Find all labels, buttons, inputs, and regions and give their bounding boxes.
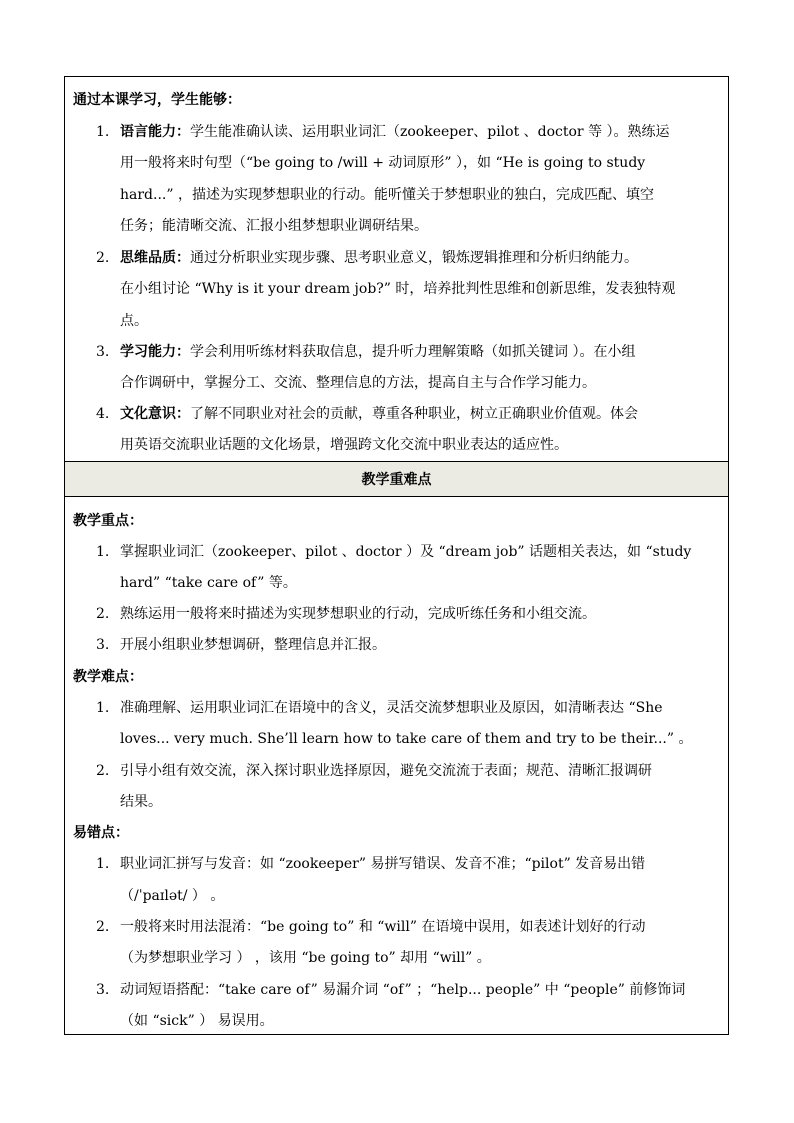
error-line: （/ˈpaɪlət/ ） 。 xyxy=(120,888,225,904)
key-point-line: hard” “take care of” 等。 xyxy=(120,575,297,591)
goal-label: 语言能力： xyxy=(120,124,190,140)
goal-number: 4. xyxy=(96,406,110,422)
goal-line: 任务；能清晰交流、汇报小组梦想职业调研结果。 xyxy=(120,218,428,234)
key-point-line: 熟练运用一般将来时描述为实现梦想职业的行动，完成听练任务和小组交流。 xyxy=(120,606,596,622)
goal-label: 文化意识： xyxy=(120,406,190,422)
goal-number: 1. xyxy=(96,124,110,140)
goal-line: 在小组讨论 “Why is it your dream job?” 时，培养批判性思维和创新思维，发表独特观 xyxy=(120,281,676,297)
key-point-number: 3. xyxy=(96,637,110,653)
goal-item-2 xyxy=(120,248,638,268)
difficulty-line: 准确理解、运用职业词汇在语境中的含义，灵活交流梦想职业及原因，如清晰表达 “She xyxy=(120,700,663,716)
key-point-line: 开展小组职业梦想调研，整理信息并汇报。 xyxy=(120,637,386,653)
key-point-line: 掌握职业词汇（zookeeper、pilot 、doctor ）及 “dream job” 话题相关表达，如 “study xyxy=(120,544,692,560)
errors-heading: 易错点： xyxy=(73,825,129,841)
error-line: 职业词汇拼写与发音：如 “zookeeper” 易拼写错误、发音不准；“pilot” 发音易出错 xyxy=(120,856,646,872)
goal-line: 合作调研中，掌握分工、交流、整理信息的方法，提高自主与合作学习能力。 xyxy=(120,375,596,391)
difficulty-line: 引导小组有效交流，深入探讨职业选择原因，避免交流流于表面；规范、清晰汇报调研 xyxy=(120,763,652,779)
section-title: 教学重难点 xyxy=(361,472,432,488)
difficulty-line: 结果。 xyxy=(120,794,162,810)
difficulty-number: 1. xyxy=(96,700,110,716)
goal-item-1 xyxy=(120,122,670,142)
section-header xyxy=(65,461,728,497)
goal-label: 思维品质： xyxy=(120,250,190,266)
goal-line: 用英语交流职业话题的文化场景，增强跨文化交流中职业表达的适应性。 xyxy=(120,437,568,453)
goals-intro: 通过本课学习，学生能够： xyxy=(73,92,241,108)
key-points-cell xyxy=(65,497,728,1034)
error-line: 一般将来时用法混淆：“be going to” 和 “will” 在语境中误用，如表述计划好的行动 xyxy=(120,919,646,935)
goal-line: hard...” ，描述为实现梦想职业的行动。能听懂关于梦想职业的独白，完成匹配、填空 xyxy=(120,187,654,203)
goal-line: 通过分析职业实现步骤、思考职业意义，锻炼逻辑推理和分析归纳能力。 xyxy=(190,250,638,266)
key-point-number: 1. xyxy=(96,544,110,560)
error-number: 2. xyxy=(96,919,110,935)
key-point-number: 2. xyxy=(96,606,110,622)
difficulty-line: loves... very much. She’ll learn how to take care of them and try to be their...” 。 xyxy=(120,731,693,747)
error-number: 1. xyxy=(96,856,110,872)
goal-line: 用一般将来时句型（“be going to /will + 动词原形” ），如 “He is going to study xyxy=(120,155,646,171)
error-line: 动词短语搭配：“take care of” 易漏介词 “of” ；“help... people” 中 “people” 前修饰词 xyxy=(120,982,686,998)
goal-item-3 xyxy=(120,342,635,362)
goal-item-4 xyxy=(120,404,638,424)
lesson-plan-table xyxy=(64,76,729,1035)
goal-number: 3. xyxy=(96,344,110,360)
error-number: 3. xyxy=(96,982,110,998)
goal-line: 点。 xyxy=(120,313,148,329)
goal-number: 2. xyxy=(96,250,110,266)
difficulties-heading: 教学难点： xyxy=(73,669,143,685)
error-line: （为梦想职业学习 ） ，该用 “be going to” 却用 “will” 。 xyxy=(120,950,491,966)
difficulty-number: 2. xyxy=(96,763,110,779)
goal-line: 学生能准确认读、运用职业词汇（zookeeper、pilot 、doctor 等 ）。熟练运 xyxy=(190,124,670,140)
goal-line: 了解不同职业对社会的贡献，尊重各种职业，树立正确职业价值观。体会 xyxy=(190,406,638,422)
goals-cell xyxy=(65,77,728,461)
key-points-heading: 教学重点： xyxy=(73,513,143,529)
goal-line: 学会利用听练材料获取信息，提升听力理解策略（如抓关键词 ）。在小组 xyxy=(190,344,636,360)
goal-label: 学习能力： xyxy=(120,344,190,360)
error-line: （如 “sick” ） 易误用。 xyxy=(120,1013,274,1029)
